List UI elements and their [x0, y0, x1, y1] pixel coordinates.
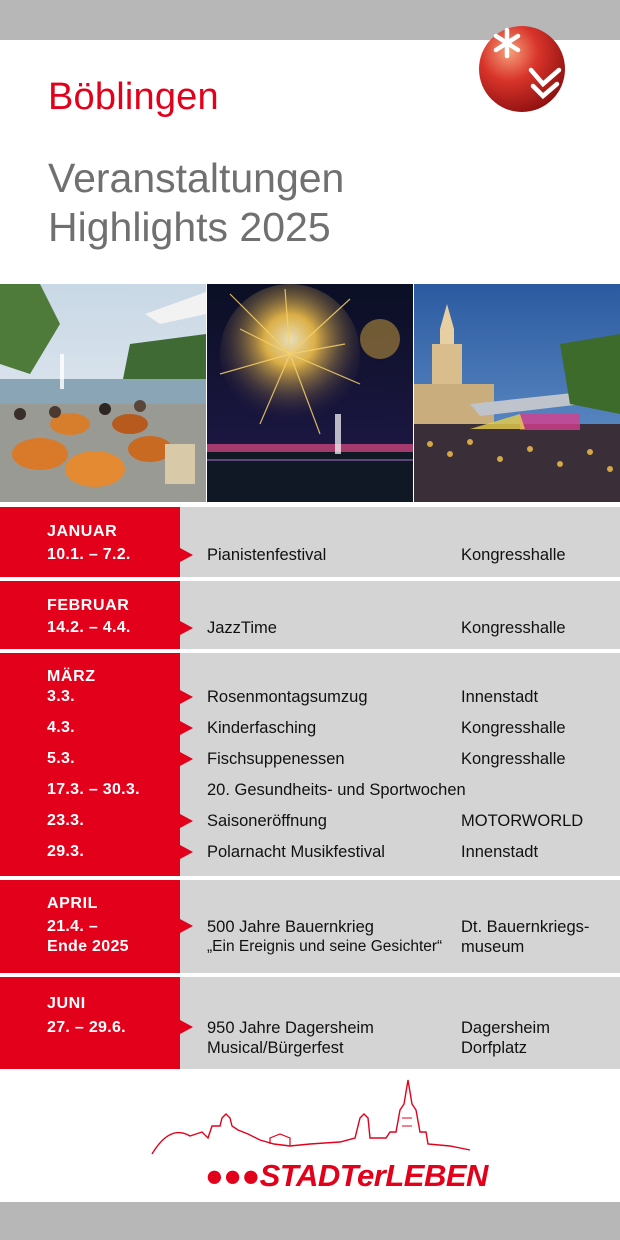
row-arrow-icon [180, 845, 193, 859]
event-row [0, 774, 620, 805]
event-date: 14.2. – 4.4. [47, 619, 131, 636]
event-name: Fischsuppenessen [207, 750, 345, 768]
event-venue: Kongresshalle [461, 719, 566, 737]
event-row [0, 1018, 620, 1062]
event-name: Kinderfasching [207, 719, 317, 737]
event-date: 23.3. [47, 812, 85, 829]
row-arrow-icon [180, 752, 193, 766]
event-name: JazzTime [207, 619, 277, 637]
row-arrow-icon [180, 919, 193, 933]
section-januar [0, 507, 620, 577]
event-name: Polarnacht Musikfestival [207, 843, 385, 861]
event-date: 10.1. – 7.2. [47, 546, 131, 563]
photo-lake-lounge [0, 284, 206, 502]
row-arrow-icon [180, 721, 193, 735]
event-date: 3.3. [47, 688, 75, 705]
event-row [0, 545, 620, 576]
section-juni [0, 977, 620, 1069]
city-title: Böblingen [48, 76, 219, 118]
event-venue: Dt. Bauernkriegs- museum [461, 918, 590, 956]
event-row [0, 712, 620, 743]
month-label: JUNI [47, 995, 86, 1012]
event-row [0, 681, 620, 712]
row-arrow-icon [180, 814, 193, 828]
event-name: Saisoneröffnung [207, 812, 327, 830]
title-line-2: Highlights 2025 [48, 204, 331, 250]
event-row [0, 805, 620, 836]
event-date: 21.4. – Ende 2025 [47, 918, 129, 955]
event-row [0, 917, 620, 961]
event-row [0, 619, 620, 650]
photo-strip [0, 284, 620, 502]
event-row [0, 743, 620, 774]
row-arrow-icon [180, 690, 193, 704]
month-label: MÄRZ [47, 668, 96, 685]
section-april [0, 880, 620, 973]
event-date: 17.3. – 30.3. [47, 781, 140, 798]
event-name: 20. Gesundheits- und Sportwochen [207, 781, 466, 799]
stadterleben-logo: ●●●STADTerLEBEN [205, 1158, 488, 1193]
page-title [48, 154, 344, 252]
month-label: APRIL [47, 895, 98, 912]
event-venue: Kongresshalle [461, 750, 566, 768]
event-date: 4.3. [47, 719, 75, 736]
bottom-gray-band [0, 1202, 620, 1240]
event-date: 27. – 29.6. [47, 1019, 126, 1036]
event-venue: Kongresshalle [461, 546, 566, 564]
month-label: JANUAR [47, 523, 118, 540]
title-line-1: Veranstaltungen [48, 155, 345, 201]
event-date: 5.3. [47, 750, 75, 767]
event-date: 29.3. [47, 843, 85, 860]
event-venue: Innenstadt [461, 843, 539, 861]
photo-fireworks [207, 284, 413, 502]
event-name: 500 Jahre Bauernkrieg „Ein Ereignis und seine Gesichter“ [207, 918, 443, 955]
snowflake-emblem-icon [477, 22, 567, 114]
month-label: FEBRUAR [47, 597, 130, 614]
event-venue: Innenstadt [461, 688, 539, 706]
events-table [0, 507, 620, 1073]
event-venue: Kongresshalle [461, 619, 566, 637]
row-arrow-icon [180, 1020, 193, 1034]
event-venue: Dagersheim Dorfplatz [461, 1019, 550, 1057]
event-name: Rosenmontagsumzug [207, 688, 368, 706]
event-name: Pianistenfestival [207, 546, 327, 564]
section-maerz [0, 653, 620, 876]
row-arrow-icon [180, 621, 193, 635]
section-februar [0, 581, 620, 649]
event-name: 950 Jahre Dagersheim Musical/Bürgerfest [207, 1019, 374, 1057]
photo-church-festival [414, 284, 620, 502]
row-arrow-icon [180, 548, 193, 562]
event-venue: MOTORWORLD [461, 812, 584, 830]
event-row [0, 836, 620, 867]
